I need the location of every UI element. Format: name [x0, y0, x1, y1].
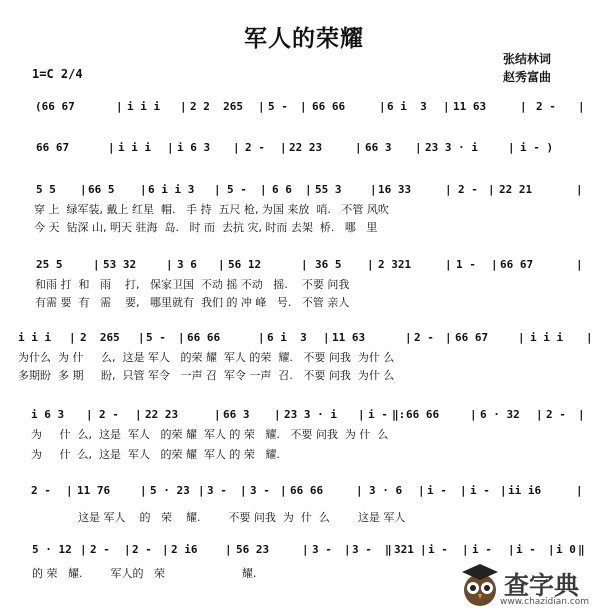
bar-line: | [214, 183, 221, 196]
notation-segment: 66 67 [455, 331, 489, 344]
notation-segment: 66 66 [312, 100, 346, 113]
bar-line: | [491, 258, 498, 271]
bar-line: | [576, 484, 583, 497]
notation-line [0, 481, 608, 501]
bar-line: | [233, 141, 240, 154]
lyric-line [0, 510, 608, 526]
notation-segment: 66 66 [290, 484, 324, 497]
lyric-text: 为 什 么, 这是 军人 的荣 耀 军人 的 荣 耀. 不要 问我 为 什 么 [31, 428, 389, 441]
notation-segment: 5 · 23 [150, 484, 190, 497]
lyric-text: 这是 军人 的 荣 耀. 不要 问我 为 什 么 这是 军人 [78, 511, 406, 524]
bar-line: | [140, 183, 147, 196]
bar-line: | [260, 183, 267, 196]
composer-credit: 赵秀富曲 [503, 70, 552, 84]
lyric-line [0, 427, 608, 443]
notation-segment: 6 i 3 [387, 100, 427, 113]
notation-segment: 5 - [227, 183, 247, 196]
notation-segment: i - [472, 543, 492, 556]
lyric-line [0, 295, 608, 311]
bar-line: | [379, 100, 386, 113]
notation-line [0, 255, 608, 275]
notation-segment: 1 - [456, 258, 476, 271]
bar-line: | [214, 408, 221, 421]
bar-line: | [124, 543, 131, 556]
notation-segment: 5 · 12 [32, 543, 72, 556]
notation-segment: 25 5 [36, 258, 63, 271]
notation-line [0, 540, 608, 560]
watermark-url: www.chazidian.com [500, 597, 590, 607]
notation-segment: 5 5 [36, 183, 56, 196]
notation-segment: 66 3 [365, 141, 392, 154]
notation-segment: 2 i6 [171, 543, 198, 556]
notation-segment: i - [427, 484, 447, 497]
bar-line: | [225, 543, 232, 556]
bar-line: | [258, 100, 265, 113]
bar-line: | [302, 543, 309, 556]
song-title: 军人的荣耀 [244, 26, 364, 52]
notation-segment: 36 5 [315, 258, 342, 271]
notation-segment: 23 3 · i [425, 141, 478, 154]
notation-segment: 2 2 265 [190, 100, 243, 113]
notation-segment: 2 - [458, 183, 478, 196]
bar-line: | [323, 331, 330, 344]
bar-line: | [69, 331, 76, 344]
notation-segment: 66 67 [36, 141, 70, 154]
bar-line: | [576, 183, 583, 196]
notation-segment: 3 - [312, 543, 332, 556]
notation-segment: 11 63 [332, 331, 366, 344]
notation-segment: 11 63 [453, 100, 487, 113]
notation-segment: (66 67 [35, 100, 75, 113]
owl-logo-icon [458, 562, 502, 608]
bar-line: | [301, 258, 308, 271]
bar-line: | [576, 258, 583, 271]
bar-line: | [108, 141, 115, 154]
bar-line: | [280, 484, 287, 497]
notation-segment: 2 - [99, 408, 119, 421]
notation-segment: i - [368, 408, 388, 421]
notation-line [0, 180, 608, 200]
lyric-line [0, 350, 608, 366]
lyric-text: 的 荣 耀. 军人的 荣 耀. [32, 567, 257, 580]
bar-line: | [80, 543, 87, 556]
notation-segment: 2 265 [80, 331, 120, 344]
bar-line: | [116, 100, 123, 113]
notation-segment: 3 - [352, 543, 372, 556]
bar-line: | [356, 484, 363, 497]
notation-segment: 3 - [207, 484, 227, 497]
lyric-text: 今 天 钻深 山, 明天 驻海 岛. 时 而 去抗 灾, 时而 去架 桥. 哪 里 [34, 221, 378, 234]
bar-line: | [470, 408, 477, 421]
bar-line: | [80, 183, 87, 196]
bar-line: | [140, 484, 147, 497]
bar-line: | [536, 408, 543, 421]
notation-segment: i - [516, 543, 536, 556]
notation-segment: 2 - [546, 408, 566, 421]
notation-segment: 3 · 6 [369, 484, 403, 497]
bar-line: | [358, 408, 365, 421]
lyric-line [0, 368, 608, 384]
bar-line: ‖ [385, 543, 392, 556]
bar-line: | [162, 543, 169, 556]
bar-line: | [443, 100, 450, 113]
notation-segment: ii i6 [508, 484, 542, 497]
bar-line: | [93, 258, 100, 271]
bar-line: | [508, 141, 515, 154]
notation-segment: 2 - [245, 141, 265, 154]
watermark-brand: 查字典 [504, 571, 580, 600]
notation-segment: 5 - [146, 331, 166, 344]
lyric-text: 为什么 为 什 么, 这是 军人 的荣 耀 军人 的荣 耀. 不要 问我 为什 么 [18, 351, 395, 364]
bar-line: | [135, 408, 142, 421]
bar-line: | [344, 543, 351, 556]
notation-segment: 5 - [268, 100, 288, 113]
notation-segment: 53 32 [103, 258, 137, 271]
notation-segment: 3 - [250, 484, 270, 497]
bar-line: | [548, 543, 555, 556]
bar-line: | [198, 484, 205, 497]
lyric-text: 穿 上 绿军装, 戴上 红星 帽. 手 持 五尺 枪, 为国 来放 哨. 不管 风吹 [34, 203, 389, 216]
lyric-line [0, 202, 608, 218]
bar-line: | [355, 141, 362, 154]
notation-segment: i i i [18, 331, 52, 344]
notation-segment: 6 i 3 [267, 331, 307, 344]
notation-segment: 11 76 [77, 484, 111, 497]
notation-segment: 56 12 [228, 258, 262, 271]
bar-line: | [240, 484, 247, 497]
bar-line: | [586, 331, 593, 344]
bar-line: | [218, 258, 225, 271]
bar-line: | [420, 543, 427, 556]
bar-line: | [180, 100, 187, 113]
notation-segment: 66 3 [223, 408, 250, 421]
notation-segment: 2 - [90, 543, 110, 556]
bar-line: | [167, 141, 174, 154]
bar-line: ‖: [392, 408, 406, 421]
notation-segment: i 0 [556, 543, 576, 556]
notation-line [0, 328, 608, 348]
notation-segment: 66 67 [500, 258, 534, 271]
bar-line: | [508, 543, 515, 556]
notation-line [0, 138, 608, 158]
bar-line: | [518, 331, 525, 344]
bar-line: | [66, 484, 73, 497]
bar-line: | [178, 331, 185, 344]
watermark [456, 562, 606, 610]
notation-segment: i i i [530, 331, 564, 344]
notation-segment: i - [470, 484, 490, 497]
notation-segment: i i i [118, 141, 152, 154]
bar-line: | [418, 484, 425, 497]
bar-line: | [300, 100, 307, 113]
notation-segment: 321 [394, 543, 414, 556]
bar-line: | [520, 100, 527, 113]
notation-segment: i - [428, 543, 448, 556]
notation-segment: i 6 3 [31, 408, 65, 421]
notation-segment: 2 321 [378, 258, 412, 271]
bar-line: | [370, 183, 377, 196]
notation-segment: 66 66 [406, 408, 440, 421]
notation-segment: 55 3 [315, 183, 342, 196]
notation-segment: 6 6 [272, 183, 292, 196]
notation-segment: 66 66 [187, 331, 221, 344]
bar-line: | [280, 141, 287, 154]
bar-line: | [500, 484, 507, 497]
bar-line: | [578, 100, 585, 113]
bar-line: | [460, 484, 467, 497]
notation-segment: i 6 3 [177, 141, 211, 154]
notation-segment: 16 33 [378, 183, 412, 196]
notation-segment: 22 23 [145, 408, 179, 421]
notation-segment: 3 6 [177, 258, 197, 271]
bar-line: | [445, 258, 452, 271]
notation-segment: 66 5 [88, 183, 115, 196]
bar-line: | [415, 141, 422, 154]
bar-line: | [274, 408, 281, 421]
bar-line: | [445, 183, 452, 196]
lyric-line [0, 277, 608, 293]
notation-segment: 6 · 32 [480, 408, 520, 421]
lyric-text: 有需 要 有 需 要, 哪里就有 我们 的 冲 峰 号. 不管 亲人 [35, 296, 350, 309]
bar-line: | [258, 331, 265, 344]
notation-segment: 2 - [132, 543, 152, 556]
key-time-signature: 1=C 2/4 [32, 67, 83, 81]
bar-line: | [367, 258, 374, 271]
bar-line: | [166, 258, 173, 271]
bar-line: | [578, 408, 585, 421]
lyric-line [0, 220, 608, 236]
notation-segment: 6 i i 3 [148, 183, 195, 196]
lyric-text: 为 什 么, 这是 军人 的荣 耀 军人 的 荣 耀. [31, 448, 280, 461]
lyricist-credit: 张结林词 [503, 52, 552, 66]
notation-segment: 2 - [414, 331, 434, 344]
notation-line [0, 97, 608, 117]
bar-line: | [86, 408, 93, 421]
bar-line: ‖ [578, 543, 585, 556]
notation-segment: 22 23 [289, 141, 323, 154]
notation-segment: 22 21 [499, 183, 533, 196]
lyric-line [0, 447, 608, 463]
notation-segment: 2 - [31, 484, 51, 497]
notation-segment: 2 - [536, 100, 556, 113]
bar-line: | [445, 331, 452, 344]
notation-segment: 23 3 · i [284, 408, 337, 421]
bar-line: | [488, 183, 495, 196]
notation-line [0, 405, 608, 425]
bar-line: | [138, 331, 145, 344]
lyric-text: 多期盼 多 期 盼, 只管 军令 一声 召 军令 一声 召. 不要 问我 为什 么 [18, 369, 395, 382]
lyric-text: 和雨 打 和 雨 打, 保家卫国 不动 摇 不动 摇. 不要 问我 [35, 278, 350, 291]
bar-line: | [305, 183, 312, 196]
bar-line: | [462, 543, 469, 556]
notation-segment: 56 23 [236, 543, 270, 556]
bar-line: | [405, 331, 412, 344]
notation-segment: i - ) [520, 141, 554, 154]
notation-segment: i i i [127, 100, 161, 113]
